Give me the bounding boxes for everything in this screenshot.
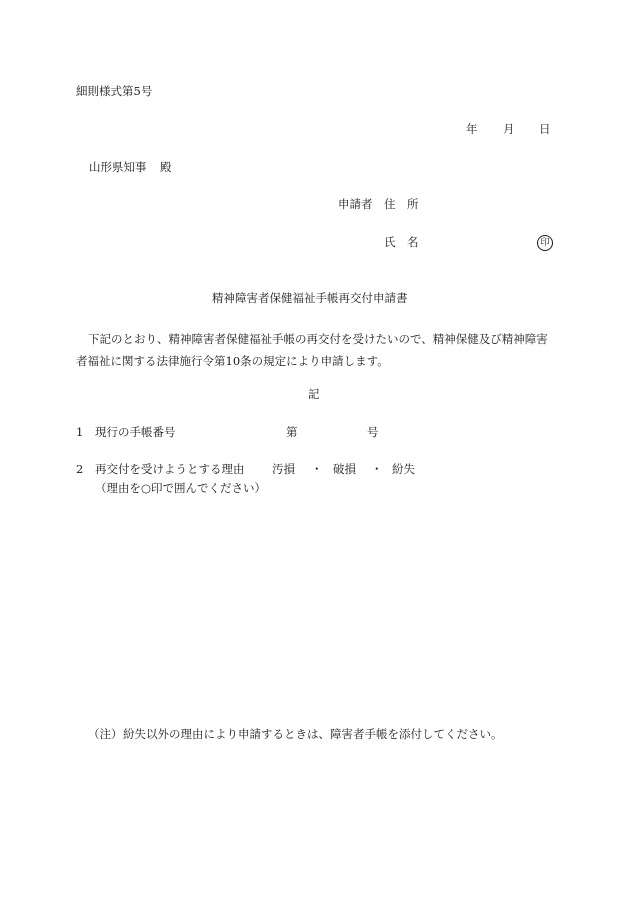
- ki-heading: 記: [308, 387, 320, 401]
- item2-instruction: （理由を○印で囲んでください）: [95, 481, 267, 495]
- addressee-honorific: 殿: [160, 160, 172, 174]
- form-number: 細則様式第5号: [76, 84, 153, 98]
- date-day-label: 日: [539, 122, 551, 136]
- document-title: 精神障害者保健福祉手帳再交付申請書: [212, 291, 408, 305]
- item2-label: 再交付を受けようとする理由: [95, 462, 245, 476]
- body-text: 下記のとおり、精神障害者保健福祉手帳の再交付を受けたいので、精神保健及び精神障害者福祉に関する法律施行令第10条の規定により申請します。: [76, 332, 548, 368]
- applicant-label: 申請者: [338, 197, 373, 211]
- item1-suffix: 号: [367, 425, 379, 439]
- item1-prefix: 第: [286, 425, 298, 439]
- seal-mark: 印: [537, 235, 553, 251]
- note-label: （注）: [88, 727, 123, 741]
- item2-number: 2: [76, 462, 84, 476]
- reason-option-lost[interactable]: 紛失: [392, 462, 415, 476]
- item1-number: 1: [76, 425, 84, 439]
- date-month-label: 月: [503, 122, 515, 136]
- note-text: 紛失以外の理由により申請するときは、障害者手帳を添付してください。: [123, 727, 503, 741]
- reason-option-damaged[interactable]: 破損: [333, 462, 356, 476]
- applicant-name-label: 氏 名: [384, 235, 419, 249]
- item1-label: 現行の手帳番号: [95, 425, 176, 439]
- reason-option-soiled[interactable]: 汚損: [272, 462, 295, 476]
- applicant-address-label: 住 所: [384, 197, 419, 211]
- reason-separator: ・: [371, 462, 383, 476]
- addressee-name: 山形県知事: [89, 160, 147, 174]
- date-year-label: 年: [466, 122, 478, 136]
- reason-separator: ・: [311, 462, 323, 476]
